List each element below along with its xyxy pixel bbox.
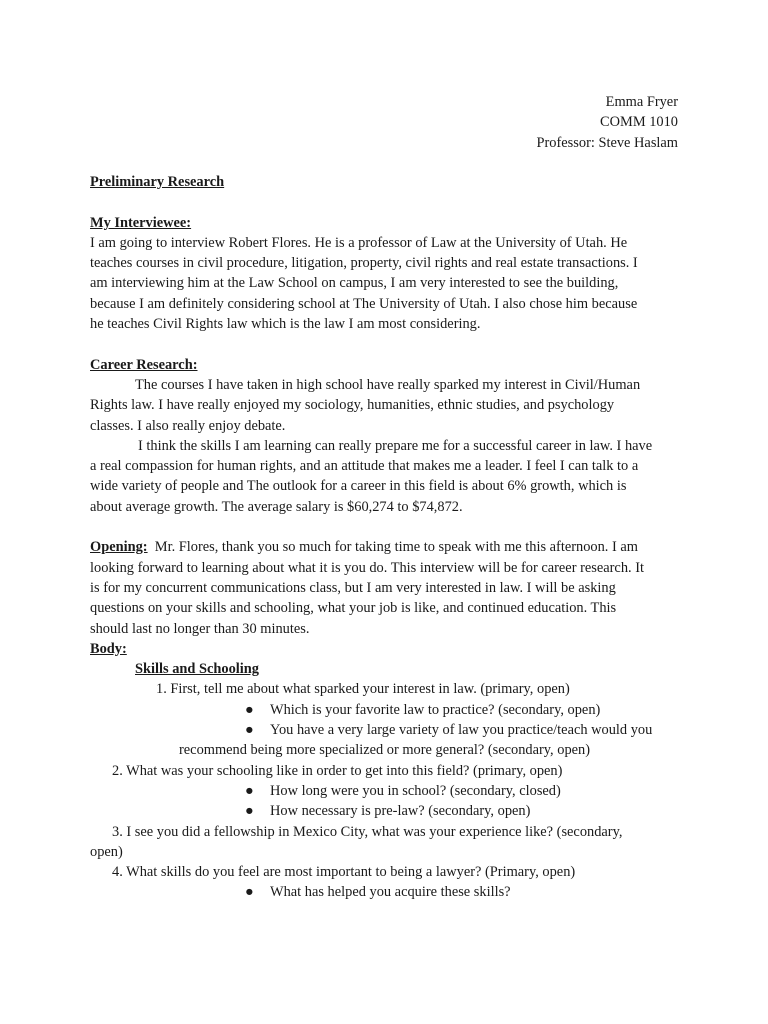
document-title: Preliminary Research: [90, 174, 225, 190]
career-heading: Career Research:: [90, 356, 198, 373]
document-body: [90, 172, 676, 903]
course-code: COMM 1010: [600, 114, 678, 131]
question-1-bullet-cont: recommend being more specialized or more general? (secondary, open): [179, 742, 591, 759]
career-line: wide variety of people and The outlook for a career in this field is about 6% growth, which is: [90, 478, 627, 495]
question-1-bullet: ● Which is your favorite law to practice? (secondary, open): [90, 700, 676, 720]
question-4-bullet: ● What has helped you acquire these skills?: [90, 882, 676, 902]
question-2-bullet: ● How long were you in school? (secondary, closed): [90, 781, 676, 801]
question-1-bullet: ● You have a very large variety of law you practice/teach would you: [90, 720, 676, 740]
bullet-icon: ●: [245, 722, 254, 739]
opening-first-line: [90, 537, 676, 557]
bullet-icon: ●: [245, 884, 254, 901]
bullet-icon: ●: [245, 803, 254, 820]
professor-name: Professor: Steve Haslam: [536, 134, 678, 151]
question-4: 4. What skills do you feel are most important to being a lawyer? (Primary, open): [112, 864, 576, 881]
career-line: a real compassion for human rights, and an attitude that makes me a leader. I feel I can talk to a: [90, 458, 639, 475]
career-line: The courses I have taken in high school have really sparked my interest in Civil/Human: [135, 376, 641, 393]
body-heading: Body:: [90, 640, 127, 657]
career-line: Rights law. I have really enjoyed my sociology, humanities, ethnic studies, and psychology: [90, 397, 615, 414]
question-2: 2. What was your schooling like in order to get into this field? (primary, open): [112, 762, 563, 779]
career-line: I think the skills I am learning can really prepare me for a successful career in law. I have: [138, 437, 653, 454]
skills-subheading: Skills and Schooling: [135, 661, 259, 678]
career-line: classes. I also really enjoy debate.: [90, 417, 286, 434]
opening-heading: Opening:: [90, 539, 148, 556]
question-3-cont: open): [90, 843, 123, 860]
opening-line: looking forward to learning about what it is you do. This interview will be for career research. It: [90, 559, 645, 576]
subheading-line: [90, 659, 676, 679]
interviewee-heading: My Interviewee:: [90, 214, 192, 231]
question-1: 1. First, tell me about what sparked your interest in law. (primary, open): [156, 681, 570, 698]
interviewee-line: because I am definitely considering school at The University of Utah. I also chose him because: [90, 295, 638, 312]
bullet-icon: ●: [245, 782, 254, 799]
opening-line: should last no longer than 30 minutes.: [90, 620, 310, 637]
header-block: [537, 92, 678, 153]
opening-line: questions on your skills and schooling, what your job is like, and continued education. This: [90, 600, 617, 617]
interviewee-line: am interviewing him at the Law School on campus, I am very interested to see the building,: [90, 275, 619, 292]
author-name: Emma Fryer: [605, 94, 678, 110]
career-line: about average growth. The average salary is $60,274 to $74,872.: [90, 498, 463, 515]
interviewee-line: teaches courses in civil procedure, litigation, property, civil rights and real estate transactions. I: [90, 255, 638, 272]
interviewee-line: he teaches Civil Rights law which is the law I am most considering.: [90, 316, 481, 333]
opening-text: Mr. Flores, thank you so much for taking time to speak with me this afternoon. I am: [147, 539, 638, 556]
bullet-icon: ●: [245, 701, 254, 718]
interviewee-line: I am going to interview Robert Flores. He is a professor of Law at the University of Utah. He: [90, 234, 628, 251]
question-2-bullet: ● How necessary is pre-law? (secondary, open): [90, 801, 676, 821]
question-3: 3. I see you did a fellowship in Mexico City, what was your experience like? (secondary,: [112, 823, 623, 840]
opening-line: is for my concurrent communications class, but I am very interested in law. I will be asking: [90, 579, 616, 596]
